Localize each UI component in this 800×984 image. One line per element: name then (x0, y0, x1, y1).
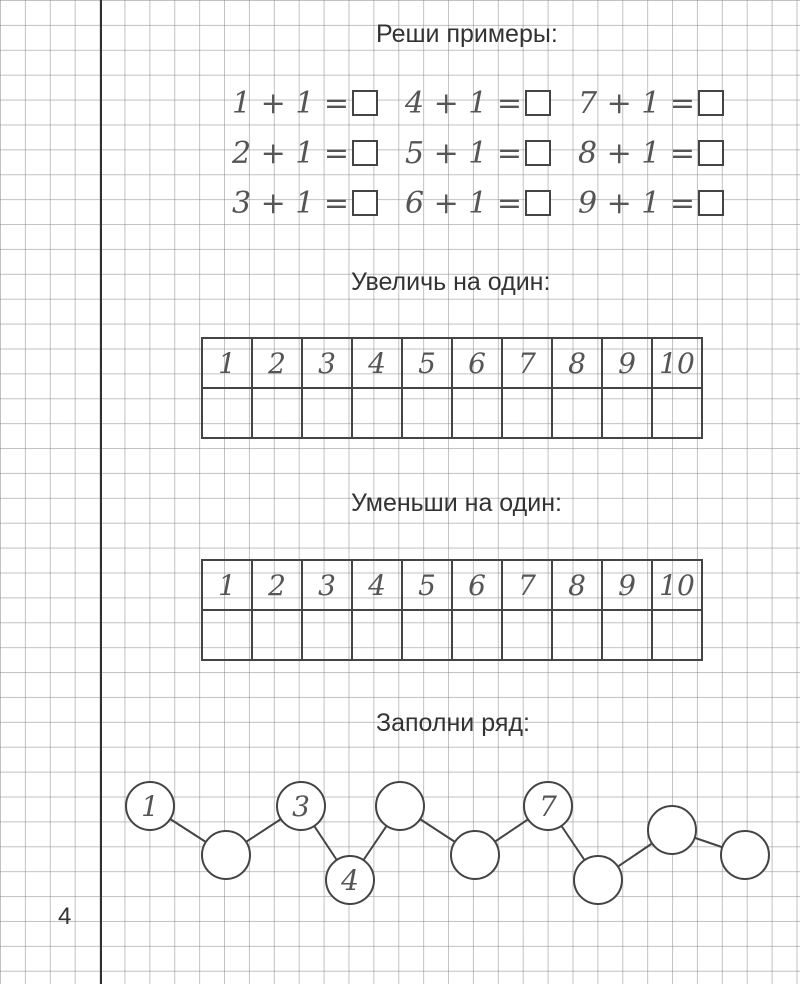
number-cell: 9 (602, 338, 652, 388)
number-cell: 4 (352, 560, 402, 610)
sequence-circle[interactable] (721, 831, 769, 879)
number-cell: 9 (602, 560, 652, 610)
circle-label: 4 (341, 864, 359, 897)
number-cell: 6 (452, 560, 502, 610)
example-text: 6 + 1 = (405, 185, 523, 221)
number-cell: 7 (502, 560, 552, 610)
sequence-circle[interactable] (376, 782, 424, 830)
example-text: 1 + 1 = (232, 85, 350, 121)
example-text: 3 + 1 = (232, 185, 350, 221)
sequence-circle[interactable] (451, 831, 499, 879)
circle-label: 7 (539, 790, 557, 823)
number-cell: 3 (302, 338, 352, 388)
sequence-circle[interactable] (574, 856, 622, 904)
sequence-circle[interactable] (648, 806, 696, 854)
number-cell: 2 (252, 338, 302, 388)
example-text: 9 + 1 = (578, 185, 696, 221)
number-cell: 6 (452, 338, 502, 388)
increase-heading: Увеличь на один: (351, 268, 551, 296)
solve-heading: Реши примеры: (376, 20, 558, 48)
example-text: 7 + 1 = (578, 85, 696, 121)
sequence-heading: Заполни ряд: (376, 709, 530, 737)
number-cell: 7 (502, 338, 552, 388)
number-cell: 2 (252, 560, 302, 610)
page-number: 4 (58, 903, 72, 930)
number-cell: 3 (302, 560, 352, 610)
example-text: 8 + 1 = (578, 135, 696, 171)
decrease-heading: Уменьши на один: (351, 489, 562, 517)
number-cell: 8 (552, 560, 602, 610)
circle-label: 3 (292, 790, 310, 823)
number-cell: 10 (652, 338, 702, 388)
number-cell: 4 (352, 338, 402, 388)
number-cell: 10 (652, 560, 702, 610)
circle-label: 1 (141, 790, 159, 823)
example-text: 4 + 1 = (405, 85, 523, 121)
number-cell: 5 (402, 560, 452, 610)
number-cell: 8 (552, 338, 602, 388)
number-cell: 1 (202, 560, 252, 610)
sequence-circle[interactable] (202, 831, 250, 879)
number-cell: 5 (402, 338, 452, 388)
example-text: 2 + 1 = (232, 135, 350, 171)
example-text: 5 + 1 = (405, 135, 523, 171)
number-cell: 1 (202, 338, 252, 388)
